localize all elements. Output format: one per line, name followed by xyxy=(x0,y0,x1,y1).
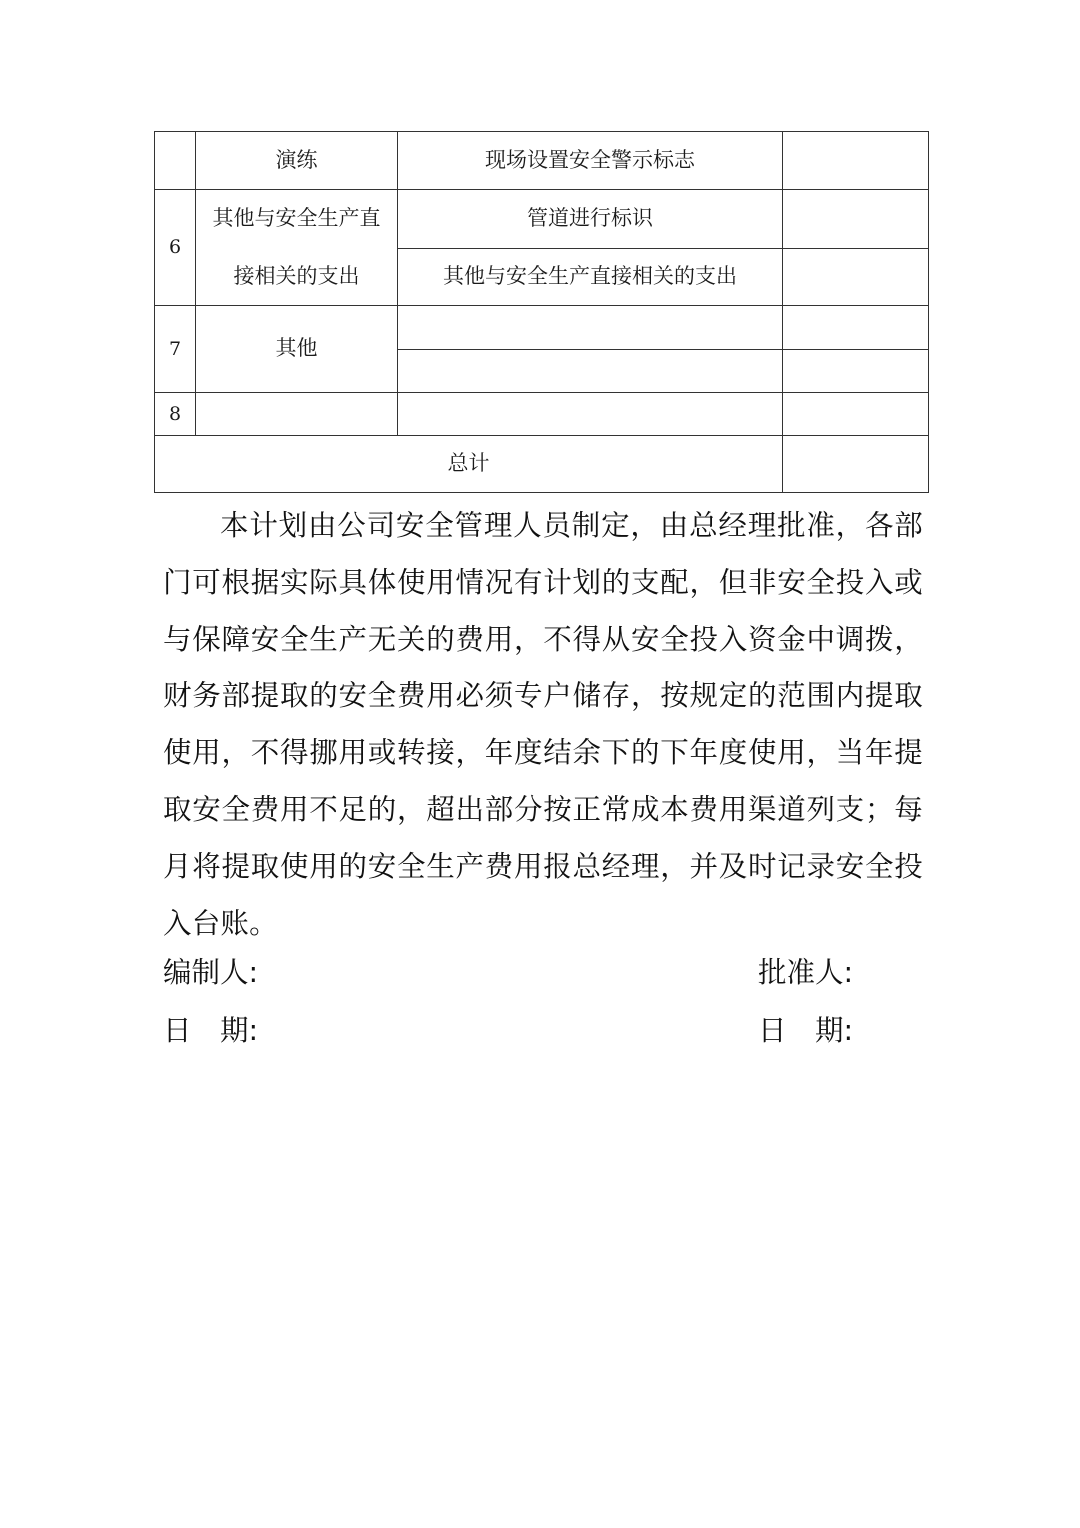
amount-cell xyxy=(783,393,929,436)
total-row xyxy=(155,436,929,493)
approver-label: 批准人: xyxy=(758,956,854,989)
category-line: 其他与安全生产直 xyxy=(212,206,381,231)
plan-description-paragraph: 本计划由公司安全管理人员制定，由总经理批准，各部门可根据实际具体使用情况有计划的支配，但非安全投入或与保障安全生产无关的费用，不得从安全投入资金中调拨，财务部提取的安全费用必须专户储存，按规定的范围内提取使用，不得挪用或转接，年度结余下的下年度使用，当年提取安全费用不足的，超出部分按正常成本费用渠道列支；每月将提取使用的安全生产费用报总经理，并及时记录安全投入台账。 xyxy=(163,509,923,940)
item-cell: 管道进行标识 xyxy=(398,190,783,249)
amount-cell xyxy=(783,350,929,393)
row-number-cell: 6 xyxy=(155,190,196,306)
item-cell: 现场设置安全警示标志 xyxy=(398,132,783,190)
table-row xyxy=(155,393,929,436)
row-number-cell: 7 xyxy=(155,306,196,393)
amount-cell xyxy=(783,306,929,350)
category-line: 接相关的支出 xyxy=(233,263,360,288)
category-cell xyxy=(196,393,398,436)
table-row xyxy=(155,190,929,249)
category-cell xyxy=(196,190,398,306)
category-cell: 其他 xyxy=(196,306,398,393)
row-number-cell: 8 xyxy=(155,393,196,436)
item-cell: 其他与安全生产直接相关的支出 xyxy=(398,248,783,306)
amount-cell xyxy=(783,248,929,306)
category-cell: 演练 xyxy=(196,132,398,190)
safety-budget-table xyxy=(154,131,929,493)
amount-cell xyxy=(783,190,929,249)
compiler-date-label: 日 期: xyxy=(163,1014,259,1047)
table-row xyxy=(155,132,929,190)
amount-cell xyxy=(783,132,929,190)
total-label-cell: 总计 xyxy=(155,436,783,493)
approver-date-label: 日 期: xyxy=(758,1014,854,1047)
row-number-cell xyxy=(155,132,196,190)
table-row xyxy=(155,306,929,350)
total-amount-cell xyxy=(783,436,929,493)
item-cell xyxy=(398,306,783,350)
item-cell xyxy=(398,350,783,393)
item-cell xyxy=(398,393,783,436)
compiler-label: 编制人: xyxy=(163,956,259,989)
